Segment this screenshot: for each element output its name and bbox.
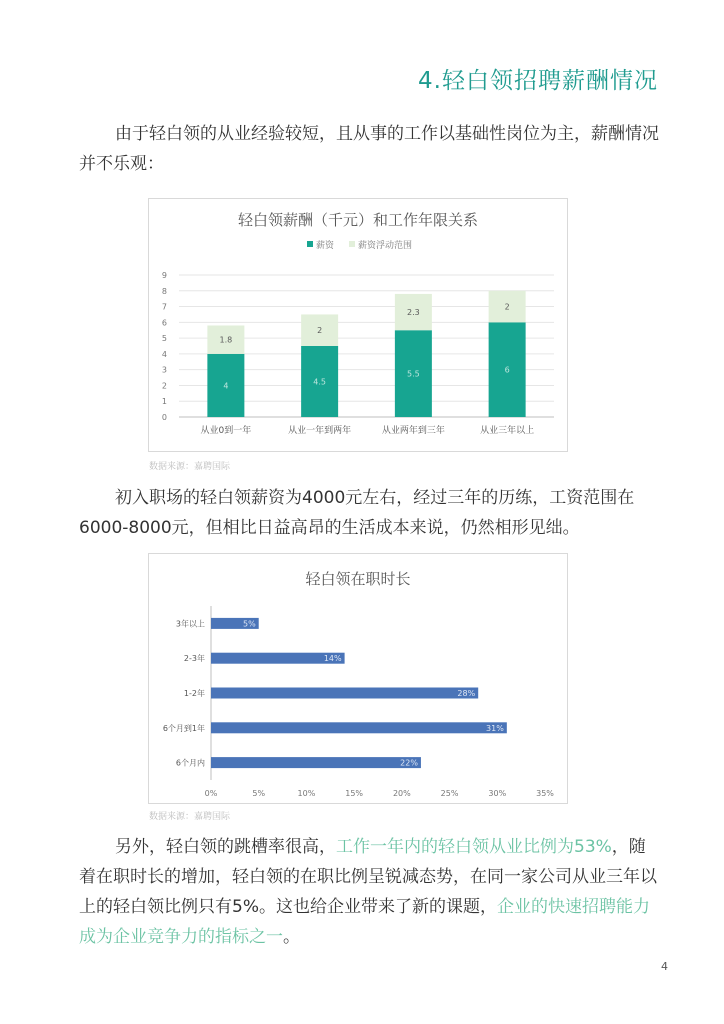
tenure-category-label: 1-2年 <box>183 689 205 698</box>
page-number: 4 <box>661 960 668 973</box>
y-tick-label: 1 <box>161 397 167 407</box>
category-label: 从业两年到三年 <box>381 426 445 436</box>
y-tick-label: 3 <box>161 365 167 375</box>
tenure-bar-value: 14% <box>323 654 342 664</box>
paragraph-salary <box>79 483 659 543</box>
tenure-bar-value: 28% <box>457 689 476 698</box>
x-tick-label: 20% <box>392 789 411 798</box>
bar-value-label: 4.5 <box>313 377 326 387</box>
salary-chart-y-ticks <box>162 271 167 422</box>
y-tick-label: 6 <box>161 318 167 328</box>
bar-value-label: 4 <box>223 381 229 391</box>
tenure-category-label: 6个月内 <box>175 758 205 768</box>
section-title: 4.轻白领招聘薪酬情况 <box>418 68 658 94</box>
x-tick-label: 35% <box>536 789 554 798</box>
tenure-bar <box>211 688 478 699</box>
tenure-category-label: 2-3年 <box>183 654 205 664</box>
source-note-2: 数据来源：嘉聘国际 <box>149 812 231 822</box>
salary-chart-title: 轻白领薪酬（千元）和工作年限关系 <box>237 211 479 229</box>
bar-value-label: 2 <box>317 326 323 336</box>
paragraph-intro <box>79 119 659 179</box>
x-tick-label: 0% <box>204 789 218 798</box>
x-tick-label: 5% <box>252 789 266 798</box>
tenure-bar <box>211 757 421 768</box>
salary-chart <box>148 198 568 452</box>
y-tick-label: 4 <box>161 349 167 359</box>
salary-chart-categories <box>201 424 535 436</box>
tenure-category-label: 3年以上 <box>175 619 205 629</box>
bar-value-label: 2 <box>504 302 510 312</box>
source-note-1: 数据来源：嘉聘国际 <box>149 462 231 472</box>
y-tick-label: 8 <box>161 286 167 296</box>
tenure-chart-bars <box>211 618 507 768</box>
paragraph-salary-text: 初入职场的轻白领薪资为4000元左右，经过三年的历练，工资范围在6000-8000元，但相比日益高昂的生活成本来说，仍然相形见绌。 <box>79 488 635 538</box>
tenure-bar-value: 5% <box>243 619 256 629</box>
bar-value-label: 6 <box>504 365 510 375</box>
tenure-chart-svg <box>149 554 567 803</box>
category-label: 从业三年以上 <box>480 426 535 436</box>
tenure-category-label: 6个月到1年 <box>162 723 205 733</box>
tenure-chart-title: 轻白领在职时长 <box>305 570 411 588</box>
tenure-bar <box>211 722 507 733</box>
tenure-chart <box>148 553 568 804</box>
tenure-chart-categories <box>163 618 205 767</box>
category-label: 从业一年到两年 <box>288 426 352 436</box>
legend-label-salary: 薪资 <box>316 241 335 251</box>
x-tick-label: 15% <box>345 789 364 798</box>
turnover-text-3: 。 <box>283 927 300 947</box>
turnover-highlight-2: 企业的快速招聘能力成为企业竞争力的指标之一 <box>79 897 650 947</box>
x-tick-label: 25% <box>440 789 459 798</box>
y-tick-label: 9 <box>161 271 167 280</box>
x-tick-label: 30% <box>488 789 507 798</box>
bar-value-label: 5.5 <box>407 369 420 379</box>
legend-swatch-range <box>349 241 355 247</box>
y-tick-label: 5 <box>161 334 167 344</box>
turnover-highlight-1: 工作一年内的轻白领从业比例为53% <box>336 837 612 857</box>
tenure-chart-x-ticks <box>205 789 555 798</box>
y-tick-label: 7 <box>161 302 167 312</box>
turnover-text-2: ，随着在职时长的增加，轻白领的在职比例呈锐减态势，在同一家公司从业三年以上的轻白领比例只有5%。这也给企业带来了新的课题， <box>79 837 657 917</box>
bar-value-label: 1.8 <box>219 335 233 345</box>
salary-chart-svg <box>149 199 567 451</box>
legend-swatch-salary <box>307 241 313 247</box>
paragraph-turnover <box>79 832 659 952</box>
y-tick-label: 0 <box>161 413 167 422</box>
x-tick-label: 10% <box>297 789 316 798</box>
legend-label-range: 薪资浮动范围 <box>358 241 413 251</box>
category-label: 从业0到一年 <box>200 426 252 436</box>
bar-value-label: 2.3 <box>407 308 420 318</box>
y-tick-label: 2 <box>161 381 167 391</box>
paragraph-intro-text: 由于轻白领的从业经验较短，且从事的工作以基础性岗位为主，薪酬情况并不乐观： <box>79 124 659 174</box>
turnover-text-1: 另外，轻白领的跳槽率很高， <box>115 837 336 857</box>
tenure-bar-value: 31% <box>486 723 504 733</box>
tenure-bar-value: 22% <box>400 758 418 768</box>
